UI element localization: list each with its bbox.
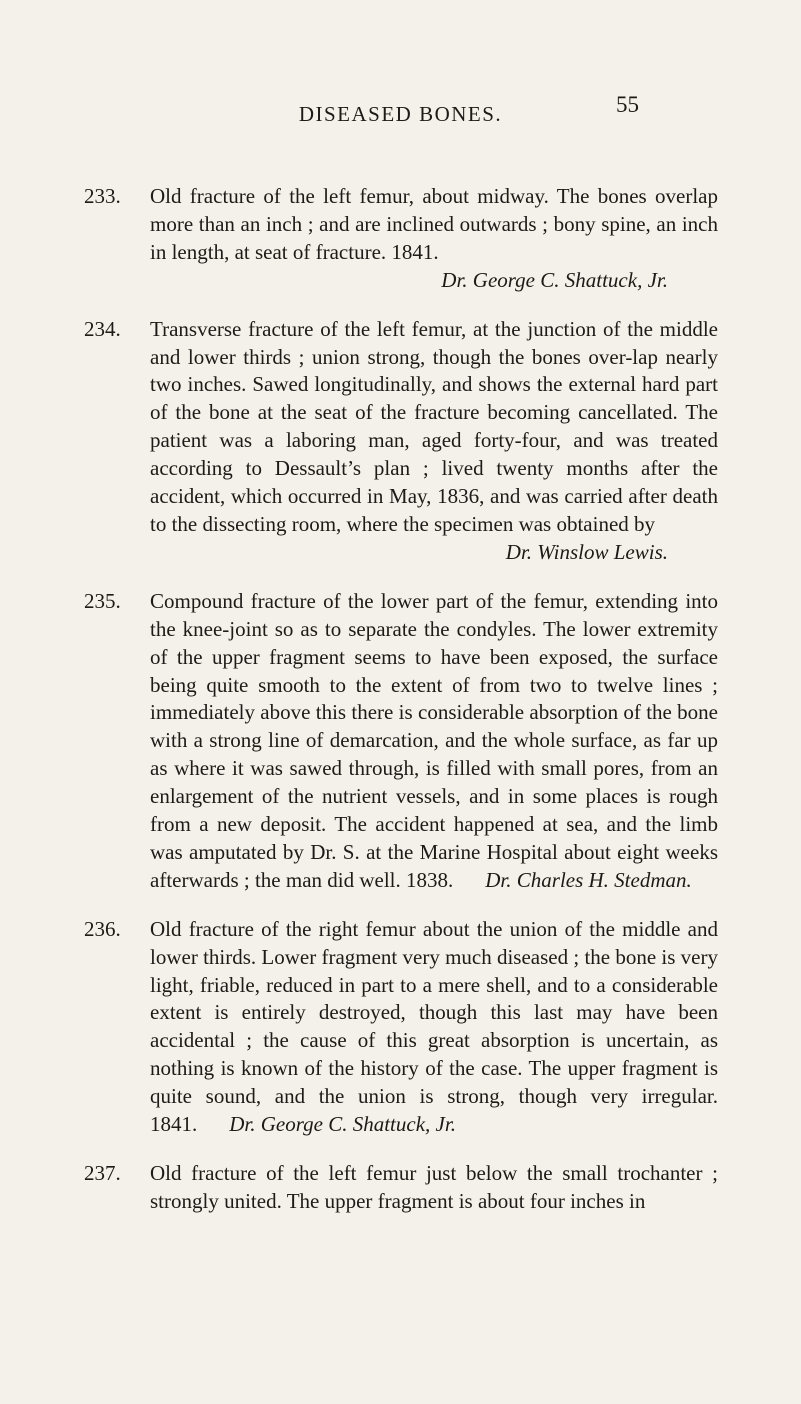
entry-text: Transverse fracture of the left femur, at the junction of the middle and lower thirds ; union strong, though the bones over-lap nearly two inches. Sawed longitudinally, and shows the external hard part of the bone at the seat of the fracture becoming cancellated. The patient was a laboring man, aged forty-four, and was treated according to Dessault’s plan ; lived twenty months after the accident, which occurred in May, 1836, and was carried after death to the dissecting room, where the specimen was obtained by (150, 316, 718, 536)
entry-attribution: Dr. George C. Shattuck, Jr. (441, 267, 668, 292)
entry-attribution: Dr. Charles H. Stedman. (485, 867, 692, 892)
entry-text: Compound fracture of the lower part of the femur, extending into the knee-joint so as to separate the condyles. The lower extremity of the upper fragment seems to have been exposed, the surface being quite smooth to the extent of from two to twelve lines ; immediately above this there is considerable absorption of the bone with a strong line of demarcation, and the whole surface, as far up as where it was sawed through, is filled with small pores, from an enlargement of the nutrient vessels, and in some places is rough from a new deposit. The accident happened at sea, and the limb was amputated by Dr. S. at the Marine Hospital about eight weeks afterwards ; the man did well. 1838. (150, 588, 718, 892)
entry-number: 234. (84, 316, 121, 341)
entry-attribution: Dr. Winslow Lewis. (505, 539, 668, 564)
catalogue-entries (84, 162, 718, 1231)
entry-number: 235. (84, 588, 121, 613)
catalogue-entry-236 (84, 916, 718, 1139)
entry-text: Old fracture of the right femur about the union of the middle and lower thirds. Lower fragment very much diseased ; the bone is very light, friable, reduced in part to a mere shell, and to a considerable extent is entirely destroyed, though this last may have been accidental ; the cause of this great absorption is uncertain, as nothing is known of the history of the case. The upper fragment is quite sound, and the union is strong, though very irregular. 1841. (150, 916, 718, 1137)
entry-number: 237. (84, 1161, 121, 1185)
entry-text: Old fracture of the left femur, about midway. The bones overlap more than an inch ; and are inclined outwards ; bony spine, an inch in length, at seat of fracture. 1841. (150, 184, 718, 264)
catalogue-entry-234 (84, 316, 718, 567)
entry-attribution: Dr. George C. Shattuck, Jr. (229, 1112, 456, 1137)
entry-number: 236. (84, 916, 121, 941)
running-head: DISEASED BONES. (298, 102, 503, 126)
catalogue-entry-237 (84, 1160, 718, 1216)
entry-number: 233. (84, 184, 121, 208)
page-number: 55 (616, 92, 639, 117)
catalogue-entry-235 (84, 588, 718, 895)
entry-text: Old fracture of the left femur just below the small trochanter ; strongly united. The upper fragment is about four inches in (150, 1161, 718, 1213)
catalogue-entry-233 (84, 183, 718, 295)
